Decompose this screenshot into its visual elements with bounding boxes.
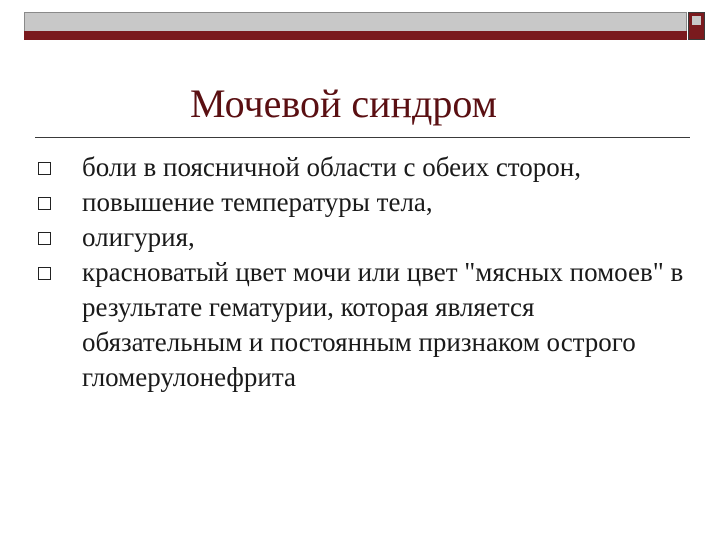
title-divider bbox=[35, 137, 690, 138]
header-accent-bar bbox=[24, 31, 687, 40]
corner-square-ornament bbox=[688, 12, 705, 40]
hollow-square-icon bbox=[38, 162, 51, 175]
list-item bbox=[38, 255, 698, 395]
hollow-square-icon bbox=[38, 232, 51, 245]
slide-title: Мочевой синдром bbox=[190, 81, 497, 126]
list-item bbox=[38, 220, 698, 255]
bullet-text: боли в поясничной области с обеих сторон, bbox=[82, 152, 581, 182]
bullet-list bbox=[38, 150, 698, 395]
list-item bbox=[38, 150, 698, 185]
hollow-square-icon bbox=[38, 197, 51, 210]
bullet-text: красноватый цвет мочи или цвет "мясных помоев" в результате гематурии, которая является обязательным и постоянным признаком острого гломерулонефрита bbox=[82, 257, 684, 392]
bullet-text: повышение температуры тела, bbox=[82, 187, 433, 217]
hollow-square-icon bbox=[38, 267, 51, 280]
list-item bbox=[38, 185, 698, 220]
bullet-text: олигурия, bbox=[82, 222, 195, 252]
